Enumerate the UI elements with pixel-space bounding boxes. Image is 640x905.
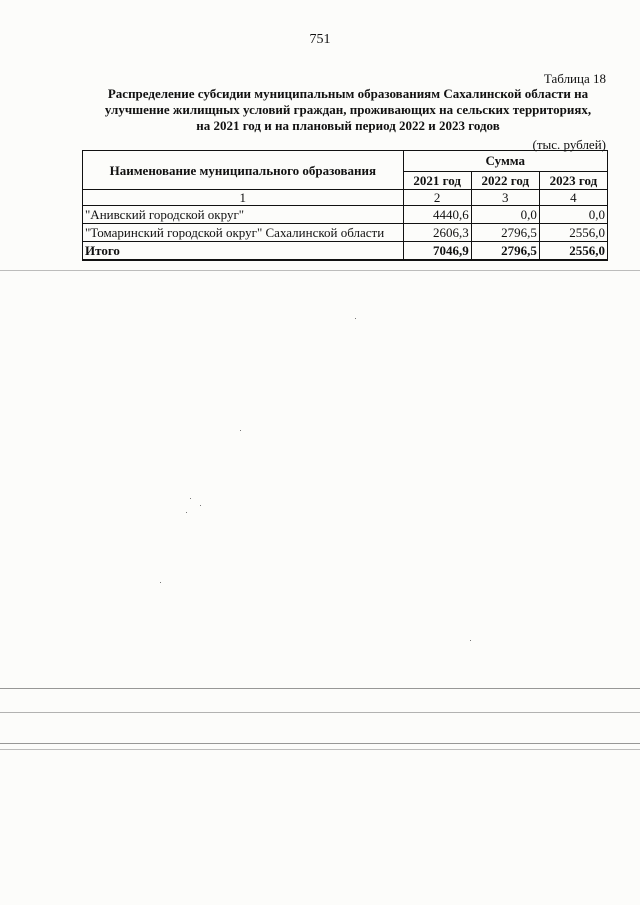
title-line: на 2021 год и на плановый период 2022 и 2023 годов (196, 118, 500, 133)
value-2022: 2796,5 (471, 224, 539, 242)
total-row (83, 242, 608, 261)
units-label: (тыс. рублей) (532, 137, 606, 152)
scan-speck (160, 582, 161, 583)
table-row (83, 206, 608, 224)
header-sum: Сумма (403, 151, 607, 172)
scan-speck (355, 318, 356, 319)
header-year-2022: 2022 год (471, 171, 539, 189)
scan-line (0, 712, 640, 713)
scan-speck (470, 640, 471, 641)
scan-line (0, 749, 640, 750)
scan-speck (186, 512, 187, 513)
value-2022: 0,0 (471, 206, 539, 224)
value-2023: 0,0 (539, 206, 607, 224)
municipality-name: "Анивский городской округ" (83, 206, 404, 224)
scan-speck (190, 498, 191, 499)
total-2023: 2556,0 (539, 242, 607, 261)
value-2021: 2606,3 (403, 224, 471, 242)
title-line: Распределение субсидии муниципальным образованиям Сахалинской области на (107, 86, 589, 101)
scan-line (0, 743, 640, 744)
value-2021: 4440,6 (403, 206, 471, 224)
scan-line (0, 688, 640, 689)
scan-speck (240, 430, 241, 431)
column-number: 2 (403, 190, 471, 206)
subsidy-table (82, 150, 608, 261)
column-number: 3 (471, 190, 539, 206)
column-numbers-row (83, 190, 608, 206)
total-label: Итого (83, 242, 404, 261)
total-2021: 7046,9 (403, 242, 471, 261)
header-year-2023: 2023 год (539, 171, 607, 189)
scan-speck (200, 505, 201, 506)
document-title (90, 86, 606, 134)
header-year-2021: 2021 год (403, 171, 471, 189)
total-2022: 2796,5 (471, 242, 539, 261)
column-number: 1 (83, 190, 404, 206)
column-number: 4 (539, 190, 607, 206)
scan-line (0, 270, 640, 271)
title-line: улучшение жилищных условий граждан, проживающих на сельских территориях, (104, 102, 592, 117)
value-2023: 2556,0 (539, 224, 607, 242)
page-number: 751 (309, 32, 331, 47)
table-row (83, 224, 608, 242)
table-label: Таблица 18 (543, 71, 606, 86)
municipality-name: "Томаринский городской округ" Сахалинской области (83, 224, 404, 242)
header-municipality: Наименование муниципального образования (83, 151, 404, 190)
